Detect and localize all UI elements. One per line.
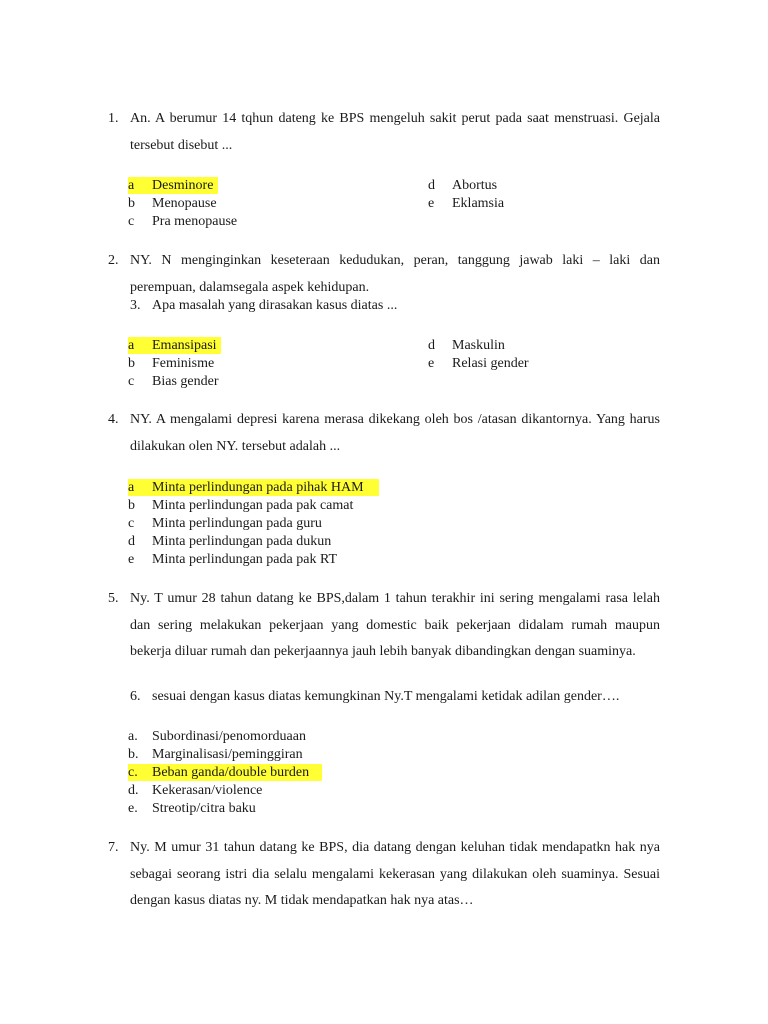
question-text: sesuai dengan kasus diatas kemungkinan Ny.T mengalami ketidak adilan gender…. <box>152 689 620 704</box>
question-stem: Ny. M umur 31 tahun datang ke BPS, dia datang dengan keluhan tidak mendapatkn hak nya sebagai seorang istri dia selalu mengalami kekerasan yang dilakukan oleh suaminya. Sesuai dengan kasus diatas ny. M tidak mendapatkan hak nya atas… <box>130 840 660 908</box>
question-stem: Ny. T umur 28 tahun datang ke BPS,dalam 1 tahun terakhir ini sering mengalami rasa lelah dan sering melakukan pekerjaan yang domestic baik pekerjaan didalam rumah maupun bekerja diluar rumah dan pekerjaannya jauh lebih banyak dibandingkan dengan suaminya. <box>130 591 660 659</box>
question-number: 5. <box>108 591 119 606</box>
question-number: 4. <box>108 412 119 427</box>
question-stem: NY. A mengalami depresi karena merasa dikekang oleh bos /atasan dikantornya. Yang harus dilakukan olen NY. tersebut adalah ... <box>130 412 660 454</box>
question-stem: NY. N menginginkan keseteraan kedudukan, peran, tanggung jawab laki – laki dan perempuan, dalamsegala aspek kehidupan. <box>130 253 660 295</box>
question-number: 2. <box>108 253 119 268</box>
question-number: 3. <box>130 298 141 313</box>
document-page: 1. An. A berumur 14 tqhun dateng ke BPS mengeluh sakit perut pada saat menstruasi. Gejala tersebut disebut ... a Desminore b Menopause c Pra menopause d Abortus e Eklamsia 2. NY. N menginginkan keseteraan kedudukan, peran, tanggung jawab laki – laki dan perempuan, dalamsegala aspek kehidupan. 3. Apa masalah yang dirasakan kasus diatas ... a Emansipasi b Feminisme c Bias gender d Maskulin e Relasi gender 4. NY. A mengalami depresi karena merasa dikekang oleh bos /atasan dikantornya. Yang harus dilakukan olen NY. tersebut adalah ... a Minta perlindungan pada pihak HAM b Minta perlindungan pada pak camat c Minta perlindungan pada guru d Minta perlindungan pada dukun e Minta perlindungan pada pak RT 5. Ny. T umur 28 tahun datang ke BPS,dalam 1 tahun terakhir ini sering mengalami rasa lelah dan sering melakukan pekerjaan yang domestic baik pekerjaan didalam rumah maupun bekerja diluar rumah dan pekerjaannya jauh lebih banyak dibandingkan dengan suaminya. 6. sesuai dengan kasus diatas kemungkinan Ny.T mengalami ketidak adilan gender…. a. Subordinasi/penomorduaan b. Marginalisasi/peminggiran c. Beban ganda/double burden d. Kekerasan/violence e. Streotip/citra baku 7. Ny. M umur 31 tahun datang ke BPS, dia datang dengan keluhan tidak mendapatkn hak nya sebagai seorang istri dia selalu mengalami kekerasan yang dilakukan oleh suaminya. Sesuai dengan kasus diatas ny. M tidak mendapatkan hak nya atas… <box>0 0 768 1024</box>
question-text: Apa masalah yang dirasakan kasus diatas ... <box>152 298 398 313</box>
question-number: 1. <box>108 111 119 126</box>
question-number: 6. <box>130 689 141 704</box>
question-stem: An. A berumur 14 tqhun dateng ke BPS mengeluh sakit perut pada saat menstruasi. Gejala tersebut disebut ... <box>130 111 660 153</box>
question-number: 7. <box>108 840 119 855</box>
